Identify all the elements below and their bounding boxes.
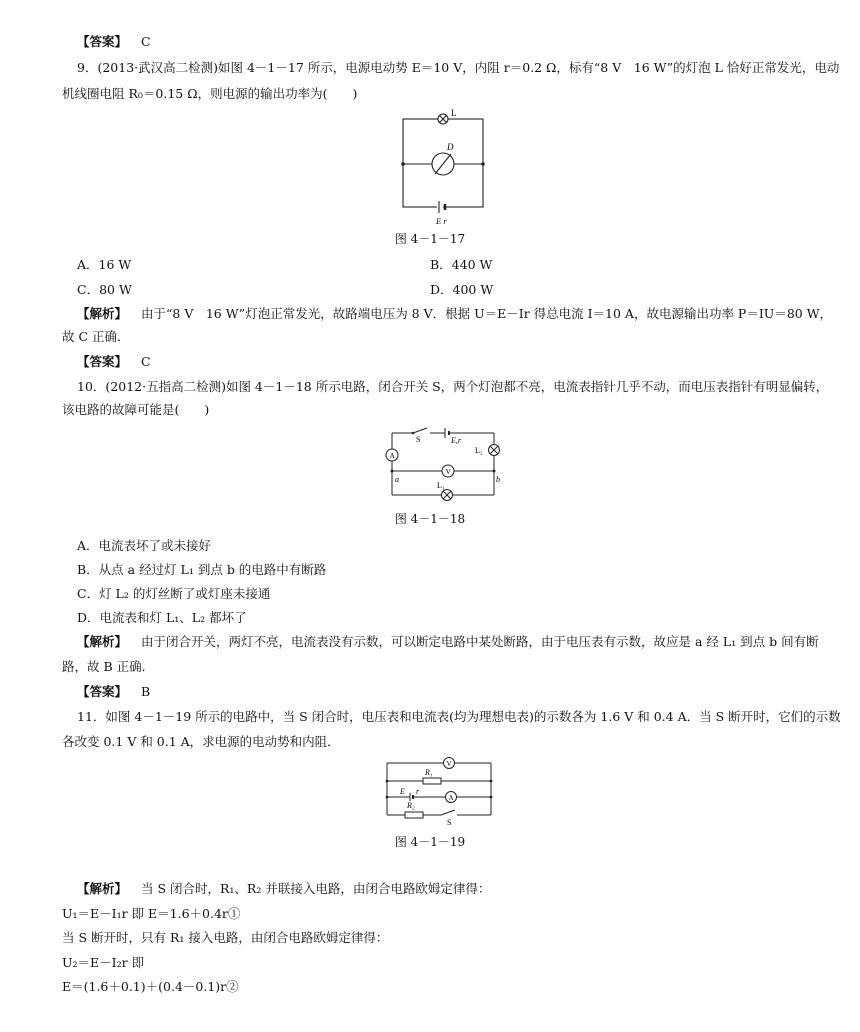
figure-4-1-18 xyxy=(383,425,503,500)
fig18-switch-label: S xyxy=(416,435,421,444)
q9-analysis-line2: 故 C 正确． xyxy=(62,329,130,344)
answer-value: C xyxy=(141,34,151,49)
q9-analysis-line1 xyxy=(77,305,832,323)
fig19-r-label: r xyxy=(416,787,420,796)
option-d: D．400 W xyxy=(430,282,494,297)
q8-answer-row xyxy=(77,33,151,51)
q11-stem-line1: 11．如图 4－1－19 所示的电路中，当 S 闭合时，电压表和电流表(均为理想电表)的示数各为 1.6 V 和 0.4 A．当 S 断开时，它们的示数 xyxy=(77,709,841,724)
option-a: A．电流表坏了或未接好 xyxy=(77,538,212,553)
analysis-text: 由于闭合开关，两灯不亮，电流表没有示数，可以断定电路中某处断路，由于电压表有示数，故应是 a 经 L₁ 到点 b 间有断 xyxy=(141,634,819,649)
fig17-source-label: E r xyxy=(436,216,447,226)
figure-4-1-17 xyxy=(395,105,495,230)
fig19-voltmeter-label: V xyxy=(446,760,452,768)
fig18-source-label: E,r xyxy=(451,436,461,445)
r2-resistor xyxy=(405,812,423,818)
q10-answer-row xyxy=(77,683,150,701)
fig19-switch-label: S xyxy=(447,818,452,827)
q10-analysis-line2: 路，故 B 正确． xyxy=(62,659,155,674)
figure-4-1-19 xyxy=(383,757,498,827)
fig18-ammeter-label: A xyxy=(389,451,395,460)
fig18-node-b-label: b xyxy=(496,475,500,484)
analysis-text: 由于“8 V 16 W”灯泡正常发光，故路端电压为 8 V．根据 U＝E－Ir 得总电流 I＝10 A，故电源输出功率 P＝IU＝80 W， xyxy=(141,306,833,321)
q10-stem-line1: 10．(2012·五指高二检测)如图 4－1－18 所示电路，闭合开关 S，两个灯泡都不亮，电流表指针几乎不动，而电压表指针有明显偏转， xyxy=(77,379,829,394)
equation-2: U₂＝E－I₂r 即 xyxy=(62,955,145,970)
option-b: B．从点 a 经过灯 L₁ 到点 b 的电路中有断路 xyxy=(77,562,327,577)
fig19-source-label: E xyxy=(400,787,405,796)
equation-1: U₁＝E－I₁r 即 E＝1.6＋0.4r① xyxy=(62,906,241,921)
equation-3: E＝(1.6＋0.1)＋(0.4－0.1)r② xyxy=(62,979,239,994)
answer-value: C xyxy=(141,354,151,369)
analysis-text: 当 S 闭合时，R₁、R₂ 并联接入电路，由闭合电路欧姆定律得： xyxy=(141,881,491,896)
fig18-node-a-label: a xyxy=(395,475,399,484)
answer-label: 【答案】 xyxy=(77,684,128,699)
switch-blade xyxy=(413,428,427,433)
q9-stem-line2: 机线圈电阻 R₀＝0.15 Ω，则电源的输出功率为( ) xyxy=(62,86,358,101)
figure-caption: 图 4－1－18 xyxy=(394,512,466,526)
figure-caption: 图 4－1－19 xyxy=(394,835,466,849)
option-c: C．灯 L₂ 的灯丝断了或灯座未接通 xyxy=(77,586,271,601)
analysis-label: 【解析】 xyxy=(77,881,128,896)
option-c: C．80 W xyxy=(77,282,132,297)
r1-resistor xyxy=(423,778,441,784)
fig19-r1-label: R₁ xyxy=(425,768,433,777)
option-a: A．16 W xyxy=(77,257,132,272)
q10-analysis-line1 xyxy=(77,633,819,651)
q9-stem-line1: 9．(2013·武汉高二检测)如图 4－1－17 所示，电源电动势 E＝10 V，内阻 r＝0.2 Ω，标有“8 V 16 W”的灯泡 L 恰好正常发光，电动 xyxy=(77,60,840,75)
fig17-motor-label: D xyxy=(447,142,454,152)
fig18-lamp1-label: L₁ xyxy=(437,481,445,490)
analysis-label: 【解析】 xyxy=(77,634,128,649)
answer-label: 【答案】 xyxy=(77,354,128,369)
q11-stem-line2: 各改变 0.1 V 和 0.1 A，求电源的电动势和内阻． xyxy=(62,734,340,749)
option-b: B．440 W xyxy=(430,257,493,272)
fig19-ammeter-label: A xyxy=(448,794,454,802)
fig18-lamp2-label: L₂ xyxy=(475,446,483,455)
fig18-voltmeter-label: V xyxy=(445,467,451,476)
answer-value: B xyxy=(141,684,151,699)
switch-blade xyxy=(441,810,455,815)
q10-stem-line2: 该电路的故障可能是( ) xyxy=(62,402,210,417)
q11-analysis-line2: 当 S 断开时，只有 R₁ 接入电路，由闭合电路欧姆定律得： xyxy=(62,930,389,945)
fig17-lamp-label: L xyxy=(451,108,457,118)
analysis-label: 【解析】 xyxy=(77,306,128,321)
figure-caption: 图 4－1－17 xyxy=(394,232,466,246)
q11-analysis-line1 xyxy=(77,880,490,898)
fig19-r2-label: R₂ xyxy=(407,801,415,810)
answer-label: 【答案】 xyxy=(77,34,128,49)
q9-answer-row xyxy=(77,353,151,371)
option-d: D．电流表和灯 L₁、L₂ 都坏了 xyxy=(77,610,247,625)
